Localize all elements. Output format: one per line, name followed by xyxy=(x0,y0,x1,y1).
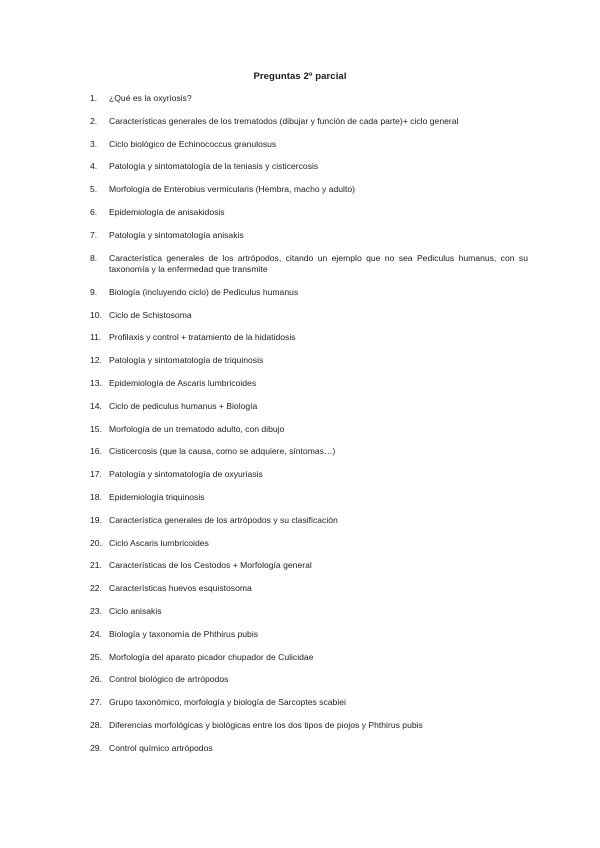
question-number: 28. xyxy=(90,720,102,731)
question-number: 23. xyxy=(90,606,102,617)
question-item xyxy=(90,720,528,732)
question-item xyxy=(90,401,528,413)
question-number: 16. xyxy=(90,446,102,457)
question-item xyxy=(90,184,528,196)
question-text: Característica generales de los artrópodos, citando un ejemplo que no sea Pediculus humanus, con su taxonomía y la enfermedad que transmite xyxy=(109,252,528,275)
question-item xyxy=(90,355,528,367)
question-text: Características de los Cestodos + Morfología general xyxy=(109,560,312,571)
question-text: Ciclo de Schistosoma xyxy=(109,309,192,320)
question-item xyxy=(90,629,528,641)
question-text: Patología y sintomatología de triquinosis xyxy=(109,355,264,366)
question-text: Control biológico de artrópodos xyxy=(109,674,229,685)
question-item xyxy=(90,538,528,550)
question-item xyxy=(90,515,528,527)
question-number: 20. xyxy=(90,537,102,548)
question-number: 27. xyxy=(90,697,102,708)
question-item xyxy=(90,207,528,219)
question-text: Profilaxis y control + tratamiento de la hidatidosis xyxy=(109,332,296,343)
question-item xyxy=(90,230,528,242)
question-item xyxy=(90,310,528,322)
question-item xyxy=(90,116,528,128)
question-text: Morfología de Enterobius vermicularis (Hembra, macho y adulto) xyxy=(109,184,355,195)
question-text: ¿Qué es la oxyriosis? xyxy=(109,93,192,103)
question-number: 14. xyxy=(90,400,102,411)
question-number: 29. xyxy=(90,742,102,753)
question-text: Características huevos esquistosoma xyxy=(109,583,252,594)
question-text: Morfología del aparato picador chupador de Culicidae xyxy=(109,651,314,662)
question-number: 24. xyxy=(90,628,102,639)
question-text: Grupo taxonómico, morfología y biología de Sarcoptes scabiei xyxy=(109,697,346,708)
question-text: Cisticercosis (que la causa, como se adquiere, síntomas…) xyxy=(109,446,336,457)
question-number: 22. xyxy=(90,583,102,594)
question-text: Características generales de los trematodos (dibujar y función de cada parte)+ ciclo general xyxy=(109,115,459,126)
question-number: 3. xyxy=(90,138,98,149)
question-number: 1. xyxy=(90,93,98,103)
question-item xyxy=(90,287,528,299)
question-list xyxy=(90,93,528,766)
question-text: Ciclo de pediculus humanus + Biología xyxy=(109,400,258,411)
question-number: 15. xyxy=(90,423,102,434)
page-title: Preguntas 2º parcial xyxy=(253,71,347,82)
question-text: Característica generales de los artrópodos y su clasificación xyxy=(109,514,338,525)
question-number: 18. xyxy=(90,492,102,503)
question-number: 7. xyxy=(90,229,98,240)
question-number: 21. xyxy=(90,560,102,571)
question-item xyxy=(90,652,528,664)
question-text: Ciclo biológico de Echinococcus granulosus xyxy=(109,138,277,149)
question-text: Patología y sintomatología de la teniasis y cisticercosis xyxy=(109,161,319,172)
question-number: 6. xyxy=(90,206,98,217)
question-text: Epidemiología triquinosis xyxy=(109,492,205,503)
question-item xyxy=(90,606,528,618)
question-number: 9. xyxy=(90,286,98,297)
question-number: 10. xyxy=(90,309,102,320)
question-item xyxy=(90,560,528,572)
question-item xyxy=(90,332,528,344)
question-number: 17. xyxy=(90,469,102,480)
question-text: Diferencias morfológicas y biológicas entre los dos tipos de piojos y Phthirus pubis xyxy=(109,720,423,731)
question-number: 4. xyxy=(90,161,98,172)
question-item xyxy=(90,424,528,436)
question-number: 25. xyxy=(90,651,102,662)
question-item xyxy=(90,469,528,481)
question-item xyxy=(90,583,528,595)
question-text: Morfología de un trematodo adulto, con dibujo xyxy=(109,423,285,434)
question-text: Biología y taxonomía de Phthirus pubis xyxy=(109,628,259,639)
question-number: 12. xyxy=(90,355,102,366)
question-number: 13. xyxy=(90,378,102,389)
question-text: Biología (incluyendo ciclo) de Pediculus humanus xyxy=(109,286,299,297)
question-text: Ciclo Ascaris lumbricoides xyxy=(109,537,209,548)
question-item xyxy=(90,492,528,504)
question-number: 26. xyxy=(90,674,102,685)
question-item xyxy=(90,446,528,458)
question-item xyxy=(90,674,528,686)
question-text: Patología y sintomatología anisakis xyxy=(109,229,244,240)
question-text: Epidemiología de anisakidosis xyxy=(109,206,225,217)
question-item xyxy=(90,253,528,276)
question-text: Epidemiología de Ascaris lumbricoides xyxy=(109,378,257,389)
question-text: Patología y sintomatología de oxyuriasis xyxy=(109,469,263,480)
question-number: 2. xyxy=(90,115,98,126)
question-item xyxy=(90,743,528,755)
question-item xyxy=(90,93,528,105)
question-number: 5. xyxy=(90,184,98,195)
question-item xyxy=(90,378,528,390)
question-text: Ciclo anisakis xyxy=(109,606,162,617)
question-text: Control químico artrópodos xyxy=(109,742,213,753)
question-number: 11. xyxy=(90,332,102,343)
question-item xyxy=(90,139,528,151)
question-number: 8. xyxy=(90,252,98,263)
question-item xyxy=(90,697,528,709)
question-number: 19. xyxy=(90,514,102,525)
question-item xyxy=(90,161,528,173)
